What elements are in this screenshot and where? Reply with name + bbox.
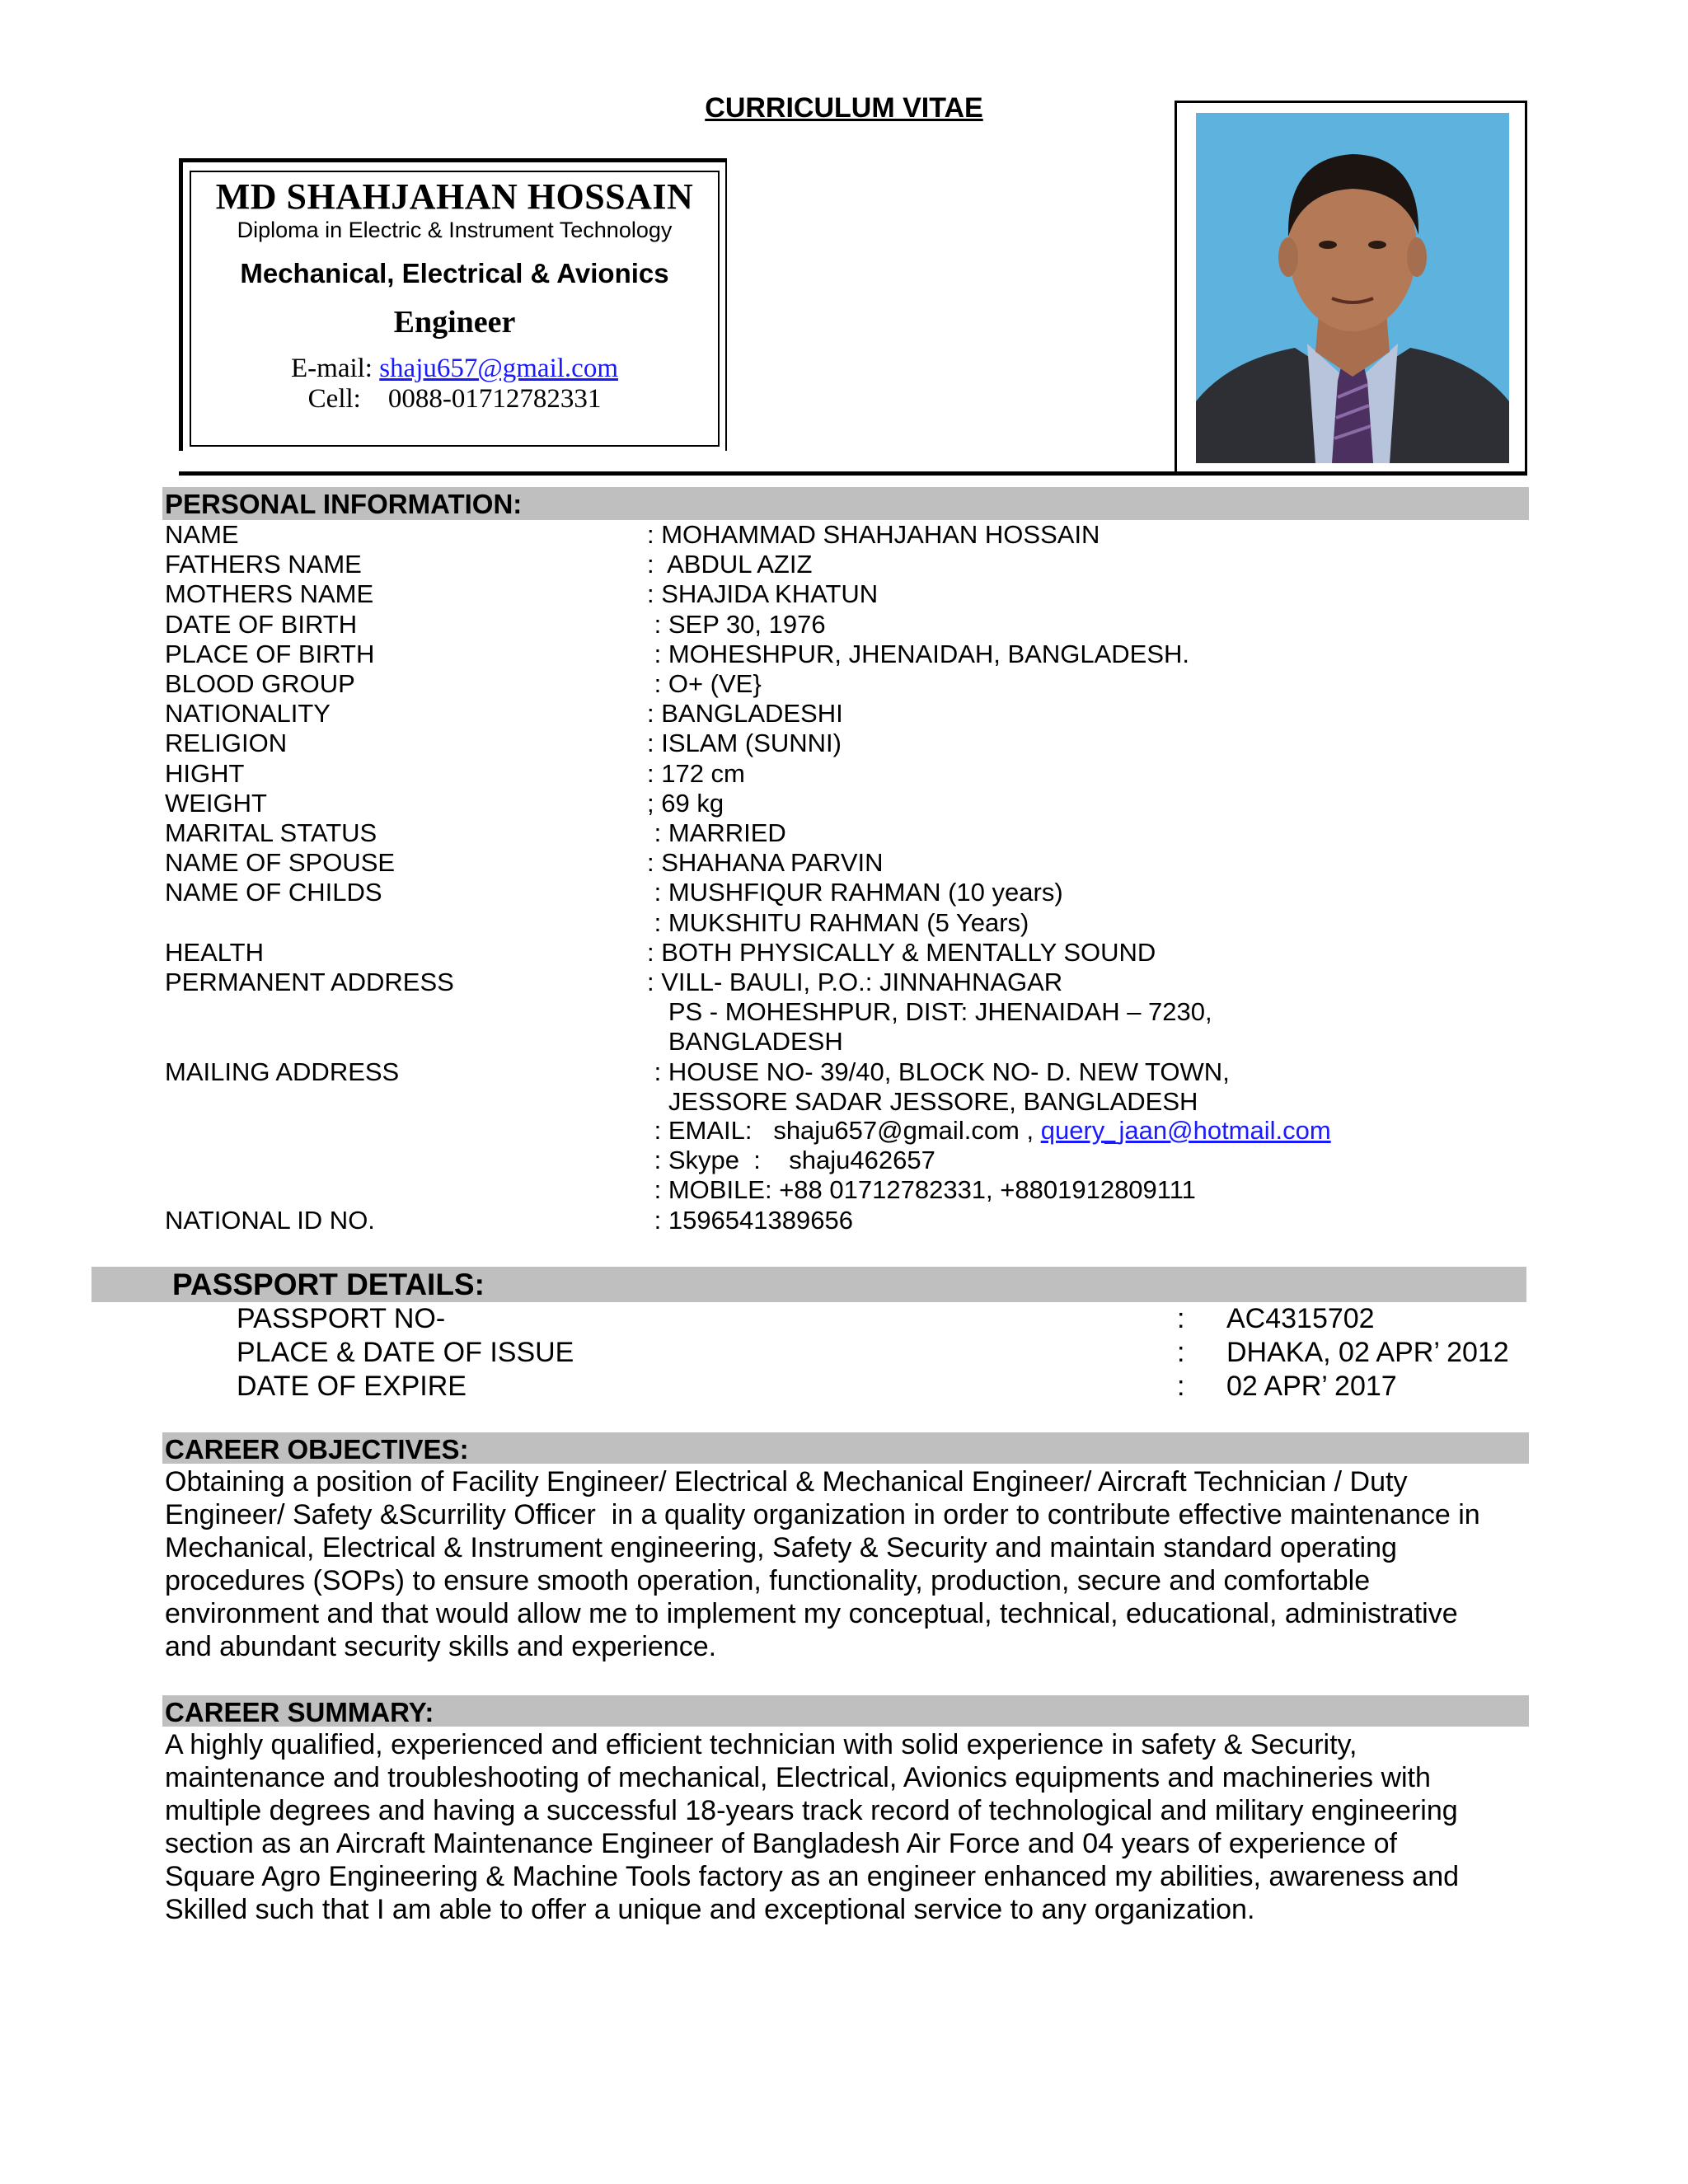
header-divider — [179, 471, 1526, 476]
personal-row-value: BANGLADESH — [647, 1027, 843, 1056]
summary-line: multiple degrees and having a successful 18-years track record of technological and military engineering — [165, 1795, 1458, 1826]
passport-row-value: AC4315702 — [1226, 1303, 1375, 1334]
section-passport-details: PASSPORT DETAILS: — [91, 1267, 1526, 1302]
personal-row-value: : 172 cm — [647, 759, 745, 788]
personal-row-value: : ISLAM (SUNNI) — [647, 729, 842, 757]
personal-row-value: : BANGLADESHI — [647, 699, 843, 728]
section-career-objectives: CAREER OBJECTIVES: — [162, 1432, 1529, 1464]
personal-row-value: ; 69 kg — [647, 789, 724, 818]
diploma: Diploma in Electric & Instrument Technology — [237, 218, 673, 242]
personal-row-label: MOTHERS NAME — [165, 579, 374, 608]
personal-row-label: NAME — [165, 520, 239, 549]
summary-line: Skilled such that I am able to offer a unique and exceptional service to any organization. — [165, 1894, 1255, 1925]
personal-row-label: PERMANENT ADDRESS — [165, 968, 454, 996]
personal-row-label: PLACE OF BIRTH — [165, 640, 375, 668]
career-summary-text — [165, 1728, 1533, 1926]
section-career-summary: CAREER SUMMARY: — [162, 1695, 1529, 1727]
email-line — [191, 354, 718, 384]
personal-row-value: : MUSHFIQUR RAHMAN (10 years) — [647, 878, 1063, 907]
personal-row-value: : MUKSHITU RAHMAN (5 Years) — [647, 908, 1029, 937]
name-box — [190, 171, 720, 447]
objectives-line: Engineer/ Safety &Scurrility Officer in a quality organization in order to contribute effective maintenance in — [165, 1499, 1480, 1530]
cell-label: Cell: — [307, 384, 361, 414]
personal-row-value: : MARRIED — [647, 818, 786, 847]
personal-row-label: DATE OF BIRTH — [165, 610, 358, 639]
skype-row: : Skype : shaju462657 — [647, 1146, 935, 1174]
personal-row-label: MAILING ADDRESS — [165, 1057, 400, 1086]
personal-row-value: PS - MOHESHPUR, DIST: JHENAIDAH – 7230, — [647, 997, 1212, 1026]
profile-photo — [1196, 113, 1509, 463]
personal-row-value: : SHAHANA PARVIN — [647, 848, 884, 877]
personal-row-label: MARITAL STATUS — [165, 818, 377, 847]
cell-number: 0088-01712782331 — [387, 384, 602, 414]
passport-row-label: DATE OF EXPIRE — [237, 1371, 467, 1402]
nid-label: NATIONAL ID NO. — [165, 1206, 375, 1235]
personal-row-value: : MOHESHPUR, JHENAIDAH, BANGLADESH. — [647, 640, 1190, 668]
personal-row-label: WEIGHT — [165, 789, 267, 818]
personal-row-label: NAME OF CHILDS — [165, 878, 382, 907]
personal-row-label: HIGHT — [165, 759, 245, 788]
candidate-name: MD SHAHJAHAN HOSSAIN — [215, 176, 694, 217]
document-title: CURRICULUM VITAE — [705, 92, 983, 124]
objectives-line: environment and that would allow me to implement my conceptual, technical, educational, administrative — [165, 1598, 1458, 1629]
passport-row-separator: : — [1177, 1303, 1185, 1334]
passport-row-value: DHAKA, 02 APR’ 2012 — [1226, 1337, 1509, 1368]
email-link[interactable]: shaju657@gmail.com — [379, 354, 618, 383]
career-objectives-text — [165, 1465, 1533, 1663]
summary-line: A highly qualified, experienced and efficient technician with solid experience in safety & Security, — [165, 1729, 1357, 1760]
personal-row-label: HEALTH — [165, 938, 265, 967]
personal-row-label: NAME OF SPOUSE — [165, 848, 396, 877]
role-engineer: Engineer — [393, 305, 516, 340]
passport-row-label: PLACE & DATE OF ISSUE — [237, 1337, 574, 1368]
mobile-row: : MOBILE: +88 01712782331, +8801912809111 — [647, 1175, 1196, 1204]
personal-row-label: RELIGION — [165, 729, 288, 757]
objectives-line: procedures (SOPs) to ensure smooth operation, functionality, production, secure and comfortable — [165, 1565, 1371, 1596]
personal-row-value: : SHAJIDA KHATUN — [647, 579, 879, 608]
personal-row-value: JESSORE SADAR JESSORE, BANGLADESH — [647, 1087, 1198, 1116]
personal-row-label: FATHERS NAME — [165, 550, 362, 579]
personal-row-value: : BOTH PHYSICALLY & MENTALLY SOUND — [647, 938, 1156, 967]
personal-row-value: : SEP 30, 1976 — [647, 610, 826, 639]
objectives-line: and abundant security skills and experience. — [165, 1631, 717, 1662]
cell-line — [191, 384, 718, 415]
objectives-line: Mechanical, Electrical & Instrument engineering, Safety & Security and maintain standard operating — [165, 1532, 1397, 1563]
personal-row-value: : VILL- BAULI, P.O.: JINNAHNAGAR — [647, 968, 1063, 996]
email-label: E-mail: — [291, 354, 380, 383]
passport-row-value: 02 APR’ 2017 — [1226, 1371, 1397, 1402]
email-row: : EMAIL: shaju657@gmail.com , query_jaan@hotmail.com — [647, 1116, 1331, 1145]
summary-line: section as an Aircraft Maintenance Engineer of Bangladesh Air Force and 04 years of experience of — [165, 1828, 1398, 1859]
passport-row-label: PASSPORT NO- — [237, 1303, 446, 1334]
summary-line: maintenance and troubleshooting of mechanical, Electrical, Avionics equipments and machineries with — [165, 1762, 1431, 1793]
alt-email-link[interactable]: query_jaan@hotmail.com — [1040, 1116, 1331, 1145]
personal-row-value: : MOHAMMAD SHAHJAHAN HOSSAIN — [647, 520, 1100, 549]
personal-row-value: : ABDUL AZIZ — [647, 550, 813, 579]
passport-row-separator: : — [1177, 1337, 1185, 1368]
objectives-line: Obtaining a position of Facility Engineer/ Electrical & Mechanical Engineer/ Aircraft Technician / Duty — [165, 1466, 1408, 1497]
section-personal-information: PERSONAL INFORMATION: — [162, 487, 1529, 520]
role: Mechanical, Electrical & Avionics — [240, 258, 669, 288]
personal-row-value: : HOUSE NO- 39/40, BLOCK NO- D. NEW TOWN, — [647, 1057, 1230, 1086]
personal-row-label: NATIONALITY — [165, 699, 331, 728]
personal-row-label: BLOOD GROUP — [165, 669, 355, 698]
nid-value: : 1596541389656 — [647, 1206, 853, 1235]
passport-row-separator: : — [1177, 1371, 1185, 1402]
summary-line: Square Agro Engineering & Machine Tools factory as an engineer enhanced my abilities, awareness and — [165, 1861, 1460, 1892]
personal-row-value: : O+ (VE} — [647, 669, 762, 698]
